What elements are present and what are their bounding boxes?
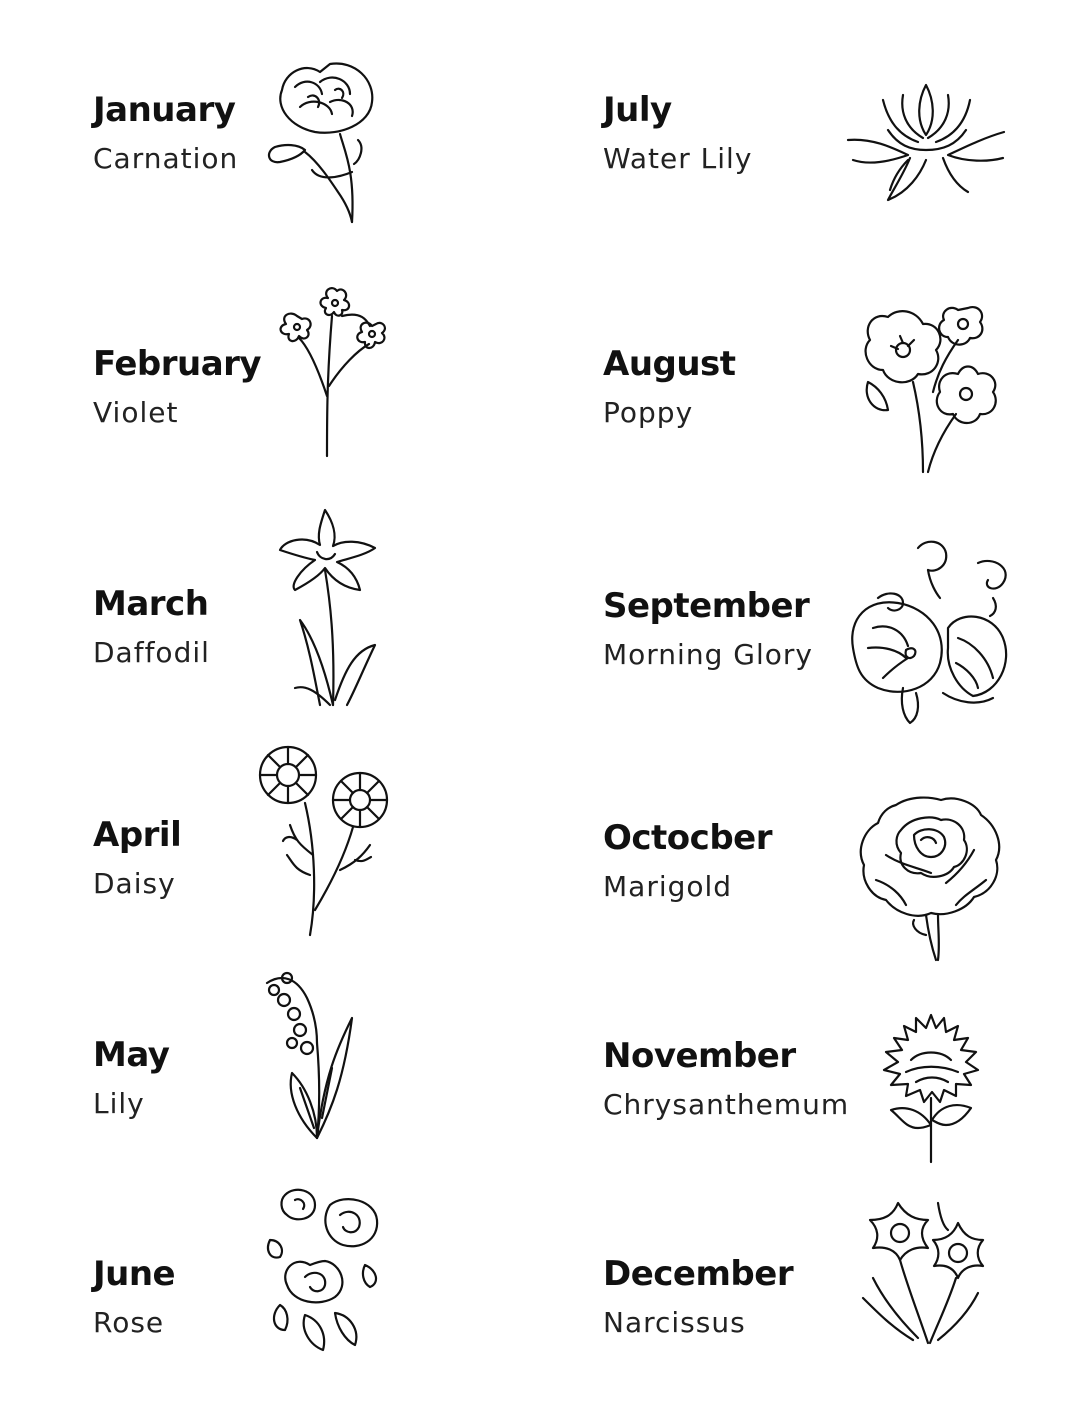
water-lily-icon: [848, 80, 1008, 205]
lily-of-the-valley-icon: [262, 968, 362, 1143]
month-label: May: [93, 1035, 170, 1075]
morning-glory-icon: [848, 538, 1013, 728]
flower-label: Water Lily: [603, 142, 753, 175]
flower-label: Daffodil: [93, 636, 210, 669]
month-label: November: [603, 1036, 796, 1076]
marigold-icon: [856, 795, 1006, 965]
flower-label: Narcissus: [603, 1306, 746, 1339]
month-entry-november: [603, 1036, 903, 1122]
month-label: Octocber: [603, 818, 772, 858]
flower-label: Daisy: [93, 867, 176, 900]
flower-label: Rose: [93, 1306, 165, 1339]
chrysanthemum-icon: [876, 1010, 986, 1165]
violet-icon: [272, 286, 397, 461]
month-label: January: [93, 90, 236, 130]
month-label: August: [603, 344, 736, 384]
daffodil-icon: [275, 510, 385, 710]
rose-icon: [265, 1185, 385, 1355]
flower-label: Poppy: [603, 396, 694, 429]
month-label: April: [93, 815, 182, 855]
month-label: February: [93, 344, 262, 384]
narcissus-icon: [858, 1198, 988, 1348]
flower-label: Violet: [93, 396, 179, 429]
carnation-icon: [260, 52, 390, 227]
flower-label: Marigold: [603, 870, 733, 903]
poppy-icon: [858, 302, 1003, 477]
month-label: June: [93, 1254, 176, 1294]
flower-label: Morning Glory: [603, 638, 813, 671]
flower-label: Carnation: [93, 142, 239, 175]
month-label: March: [93, 584, 209, 624]
daisy-icon: [255, 745, 390, 940]
month-label: December: [603, 1254, 794, 1294]
flower-label: Lily: [93, 1087, 145, 1120]
flower-label: Chrysanthemum: [603, 1088, 850, 1121]
month-label: July: [603, 90, 672, 130]
month-label: September: [603, 586, 810, 626]
